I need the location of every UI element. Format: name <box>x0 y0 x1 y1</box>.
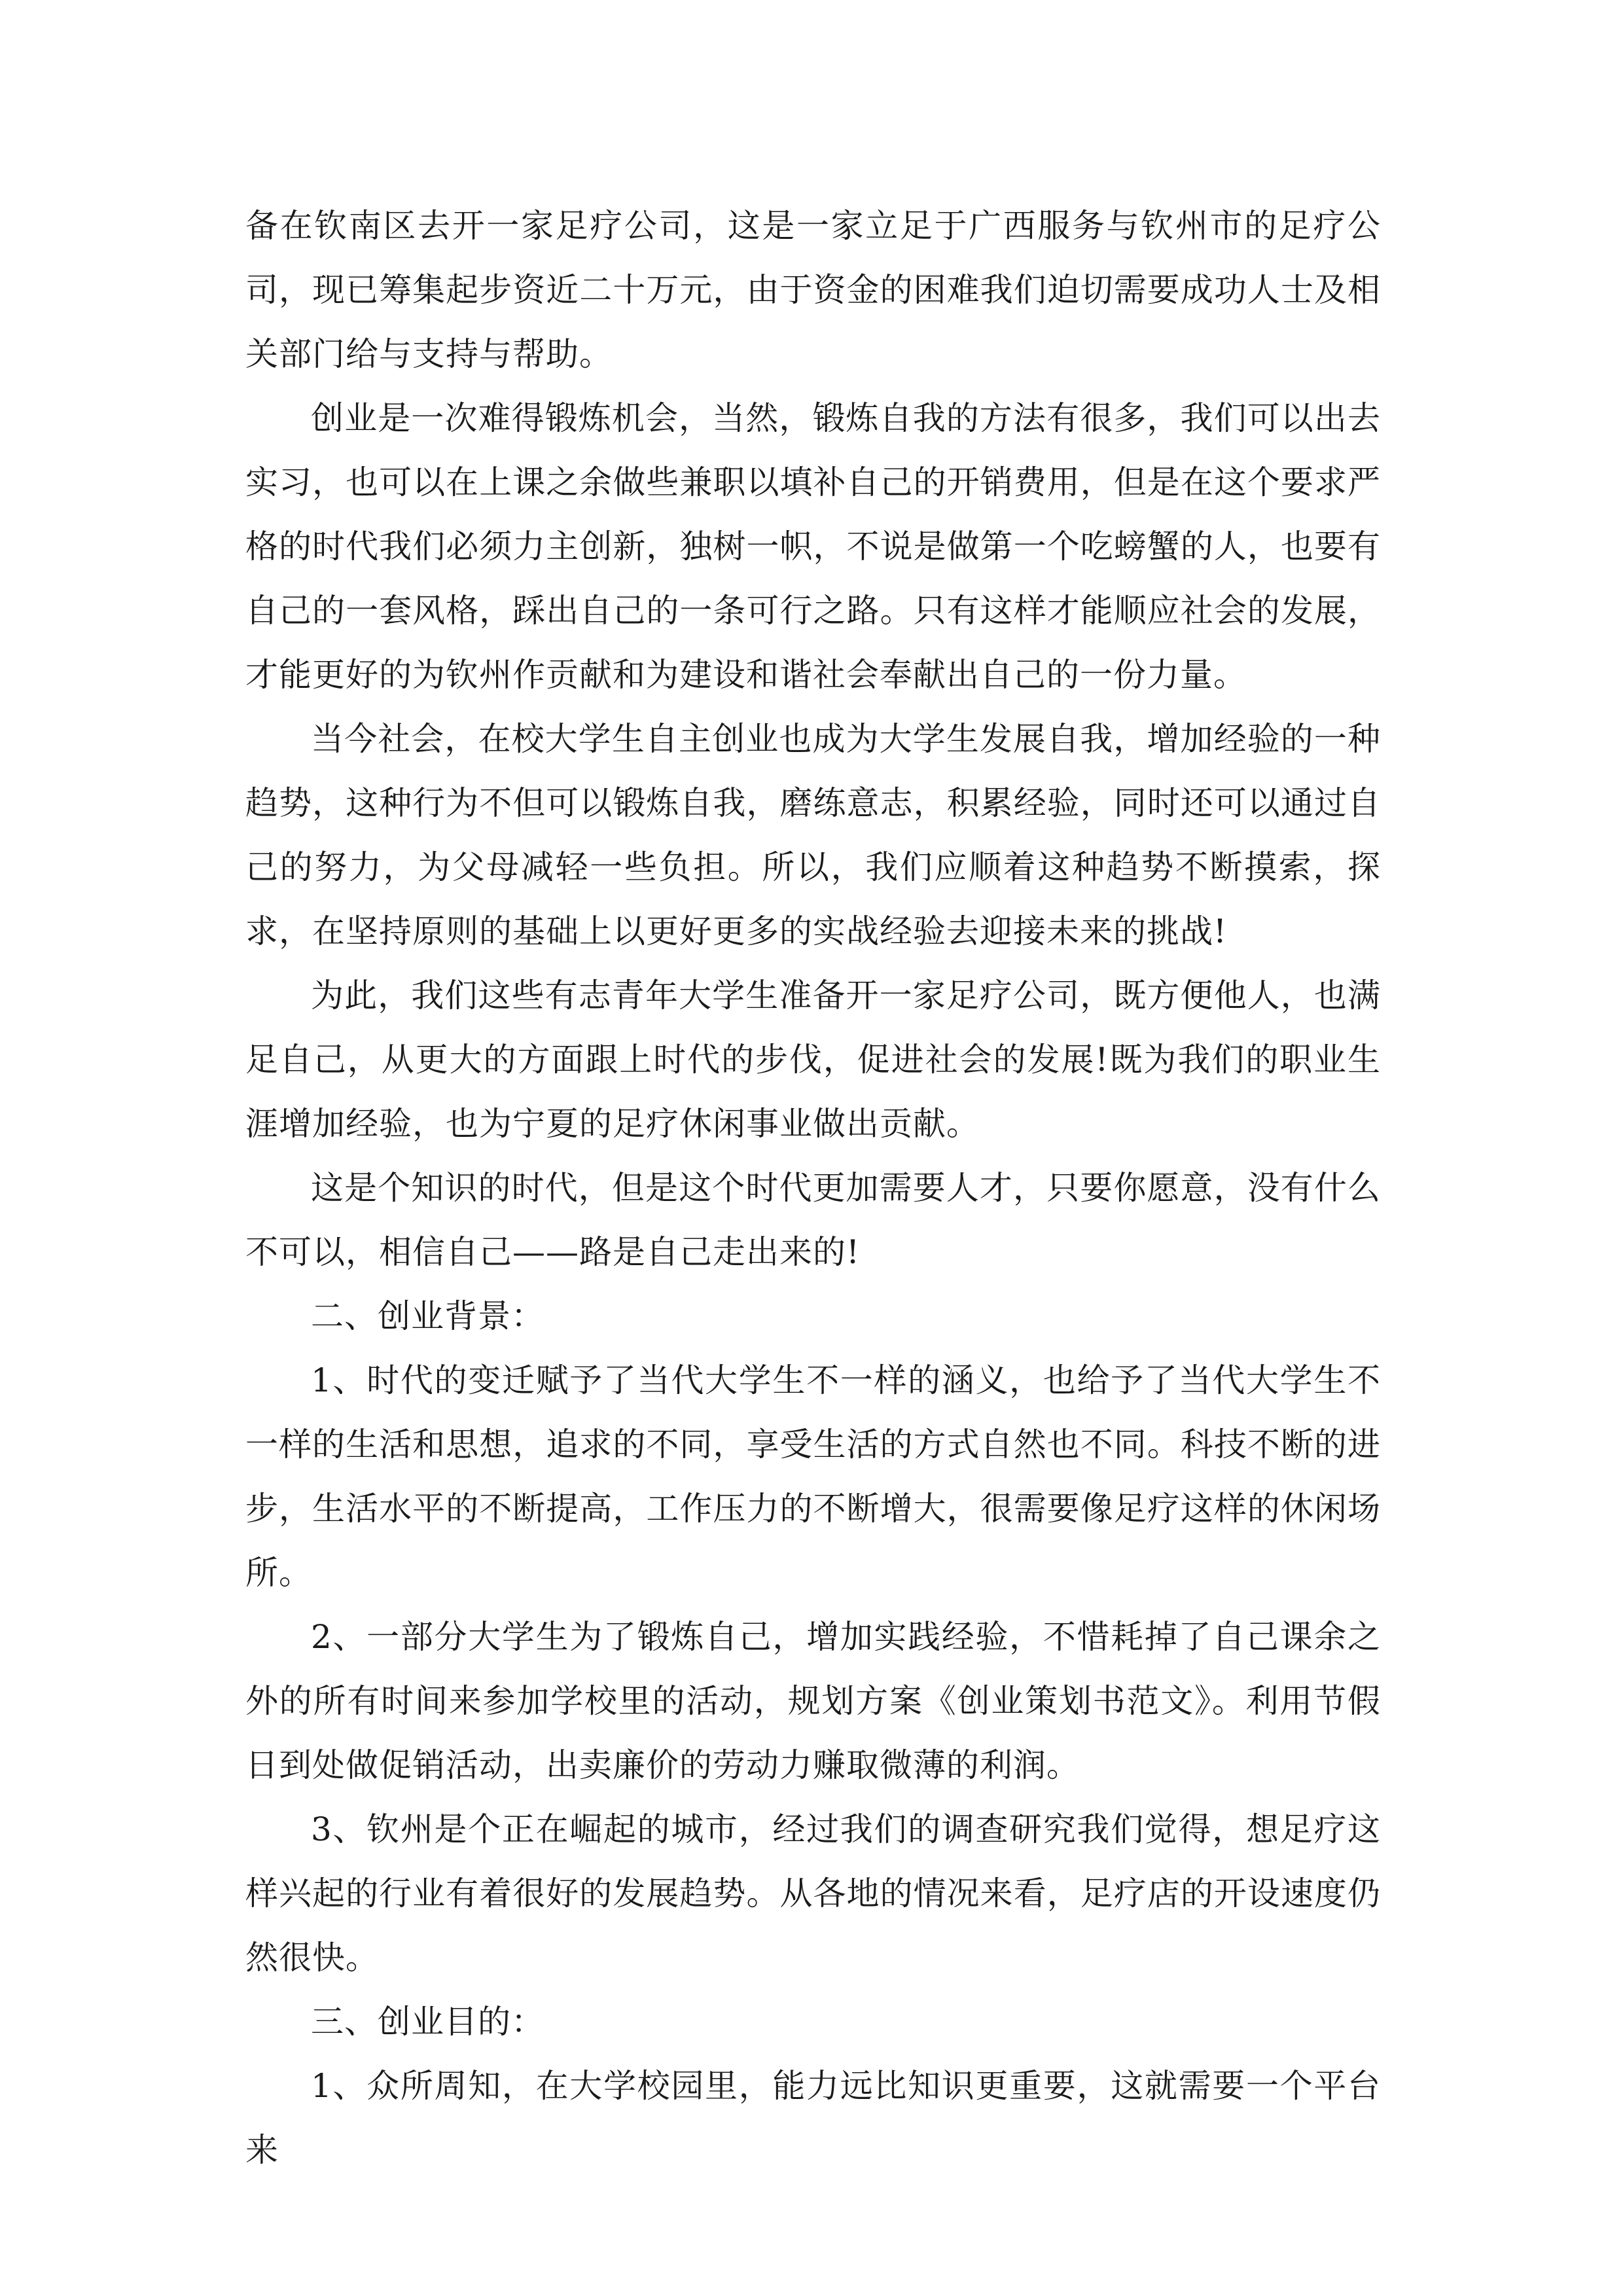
paragraph-therefore: 为此，我们这些有志青年大学生准备开一家足疗公司，既方便他人，也满足自己，从更大的方面跟上时代的步伐，促进社会的发展!既为我们的职业生涯增加经验，也为宁夏的足疗休闲事业做出贡献。 <box>245 977 1381 1143</box>
paragraph-intro-continuation: 备在钦南区去开一家足疗公司，这是一家立足于广西服务与钦州市的足疗公司，现已筹集起步资近二十万元，由于资金的困难我们迫切需要成功人士及相关部门给与支持与帮助。 <box>245 207 1381 373</box>
section-heading-background: 二、创业背景： <box>311 1297 544 1335</box>
paragraph-background-1: 1、时代的变迁赋予了当代大学生不一样的涵义，也给予了当代大学生不一样的生活和思想，追求的不同，享受生活的方式自然也不同。科技不断的进步，生活水平的不断提高，工作压力的不断增大，很需要像足疗这样的休闲场所。 <box>245 1361 1381 1592</box>
paragraph-background-3: 3、钦州是个正在崛起的城市，经过我们的调查研究我们觉得，想足疗这样兴起的行业有着很好的发展趋势。从各地的情况来看，足疗店的开设速度仍然很快。 <box>245 1810 1381 1977</box>
paragraph-entrepreneurship-opportunity: 创业是一次难得锻炼机会，当然，锻炼自我的方法有很多，我们可以出去实习，也可以在上课之余做些兼职以填补自己的开销费用，但是在这个要求严格的时代我们必须力主创新，独树一帜，不说是做第一个吃螃蟹的人，也要有自己的一套风格，踩出自己的一条可行之路。只有这样才能顺应社会的发展，才能更好的为钦州作贡献和为建设和谐社会奉献出自己的一份力量。 <box>245 399 1381 694</box>
paragraph-purpose-1: 1、众所周知，在大学校园里，能力远比知识更重要，这就需要一个平台来 <box>245 2067 1381 2169</box>
paragraph-era-of-knowledge: 这是个知识的时代，但是这个时代更加需要人才，只要你愿意，没有什么不可以，相信自己——路是自己走出来的! <box>245 1169 1381 1271</box>
paragraph-background-2: 2、一部分大学生为了锻炼自己，增加实践经验，不惜耗掉了自己课余之外的所有时间来参加学校里的活动，规划方案《创业策划书范文》。利用节假日到处做促销活动，出卖廉价的劳动力赚取微薄的利润。 <box>245 1618 1381 1784</box>
section-heading-purpose: 三、创业目的： <box>311 2003 544 2041</box>
paragraph-current-society: 当今社会，在校大学生自主创业也成为大学生发展自我，增加经验的一种趋势，这种行为不但可以锻炼自我，磨练意志，积累经验，同时还可以通过自己的努力，为父母减轻一些负担。所以，我们应顺着这种趋势不断摸索，探求，在坚持原则的基础上以更好更多的实战经验去迎接未来的挑战! <box>245 720 1381 950</box>
document-body <box>245 194 1381 2182</box>
